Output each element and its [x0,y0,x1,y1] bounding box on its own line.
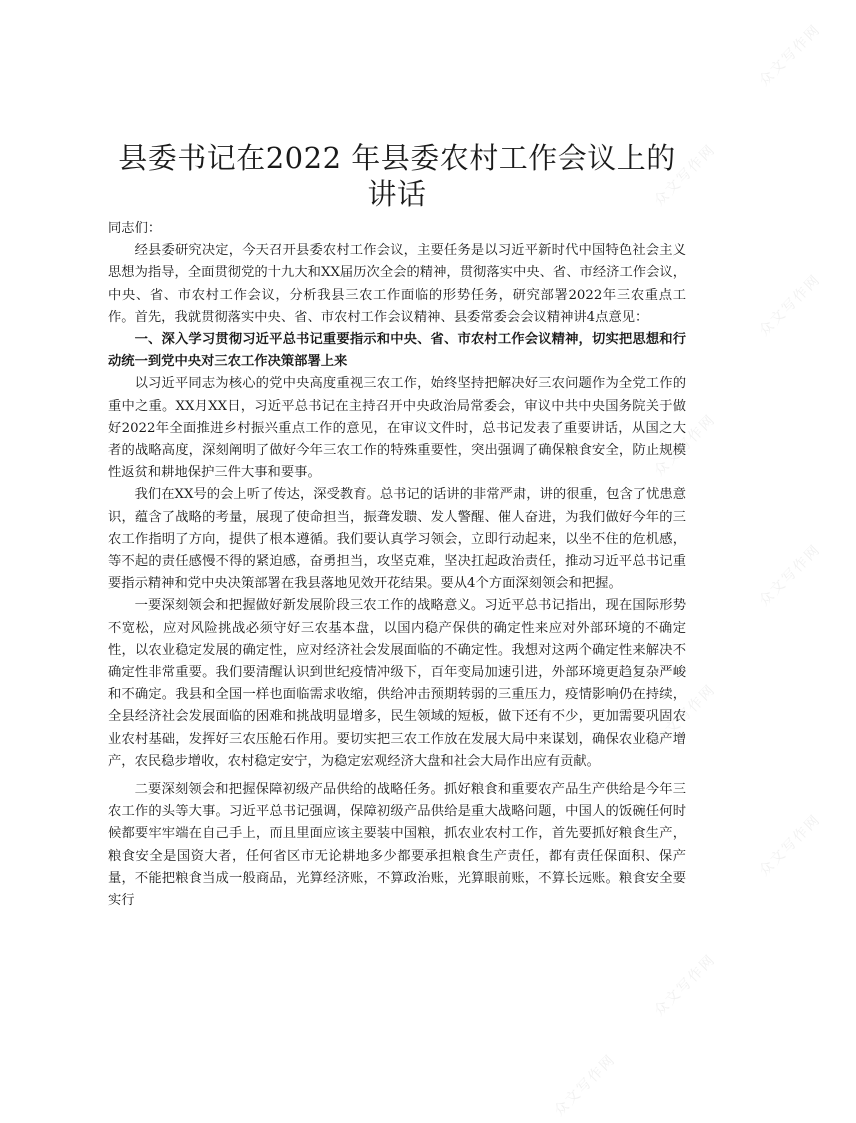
body-paragraph: 二要深刻领会和把握保障初级产品供给的战略任务。抓好粮食和重要农产品生产供给是今年三农工作的头等大事。习近平总书记强调，保障初级产品供给是重大战略问题，中国人的饭碗任何时候都要牢牢端在自己手上，而且里面应该主要装中国粮，抓农业农村工作，首先要抓好粮食生产，粮食安全是国资大者，任何省区市无论耕地多少都要承担粮食生产责任，都有责任保面积、保产量，不能把粮食当成一般商品，光算经济账，不算政治账，光算眼前账，不算长远账。粮食安全要实行 [108,782,686,909]
section-heading-1: 一、深入学习贯彻习近平总书记重要指示和中央、省、市农村工作会议精神，切实把思想和行动统一到党中央对三农工作决策部署上来 [108,332,686,370]
watermark: 众文写作网 [756,271,825,340]
intro-paragraph: 经县委研究决定，今天召开县委农村工作会议，主要任务是以习近平新时代中国特色社会主义思想为指导，全面贯彻党的十九大和XX届历次全会的精神，贯彻落实中央、省、市经济工作会议，中央、省、市农村工作会议，分析我县三农工作面临的形势任务，研究部署2022年三农重点工作。首先，我就贯彻落实中央、省、市农村工作会议精神、县委常委会会议精神讲4点意见： [108,243,686,325]
watermark: 众文写作网 [756,541,825,610]
watermark: 众文写作网 [651,951,720,1020]
watermark: 众文写作网 [756,21,825,90]
document-title: 县委书记在2022 年县委农村工作会议上的讲话 [118,141,676,211]
watermark: 众文写作网 [651,141,720,210]
salutation: 同志们： [108,221,162,236]
watermark: 众文写作网 [651,411,720,480]
body-paragraph: 一要深刻领会和把握做好新发展阶段三农工作的战略意义。习近平总书记指出，现在国际形势不宽松，应对风险挑战必须守好三农基本盘，以国内稳产保供的确定性来应对外部环境的不确定性，以农业稳定发展的确定性，应对经济社会发展面临的不确定性。我想对这两个确定性来解决不确定性非常重要。我们要清醒认识到世纪疫情冲级下，百年变局加速引进，外部环境更趋复杂严峻和不确定。我县和全国一样也面临需求收缩，供给冲击预期转弱的三重压力，疫情影响仍在持续，全县经济社会发展面临的困难和挑战明显增多，民生领域的短板，做下还有不少，更加需要巩固农业农村基础，发挥好三农压舱石作用。要切实把三农工作放在发展大局中来谋划，确保农业稳产增产，农民稳步增收，农村稳定安宁，为稳定宏观经济大盘和社会大局作出应有贡献。 [108,598,686,769]
watermark: 众文写作网 [756,811,825,880]
watermark: 众文写作网 [651,681,720,750]
body-paragraph: 我们在XX号的会上听了传达，深受教育。总书记的话讲的非常严肃，讲的很重，包含了忧患意识，蕴含了战略的考量，展现了使命担当，振聋发聩、发人警醒、催人奋进，为我们做好今年的三农工作指明了方向，提供了根本遵循。我们要认真学习领会，立即行动起来，以坐不住的危机感，等不起的责任感慢不得的紧迫感，奋勇担当，攻坚克难，坚决扛起政治责任，推动习近平总书记重要指示精神和党中央决策部署在我县落地见效开花结果。要从4个方面深刻领会和把握。 [108,487,686,592]
watermark: 众文写作网 [551,1051,620,1120]
document-body [108,140,686,912]
body-paragraph: 以习近平同志为核心的党中央高度重视三农工作，始终坚持把解决好三农问题作为全党工作的重中之重。XX月XX日，习近平总书记在主持召开中央政治局常委会，审议中共中央国务院关于做好2022年全面推进乡村振兴重点工作的意见，在审议文件时，总书记发表了重要讲话，从国之大者的战略高度，深刻阐明了做好今年三农工作的特殊重要性，突出强调了确保粮食安全，防止规模性返贫和耕地保护三件大事和要事。 [108,376,686,481]
